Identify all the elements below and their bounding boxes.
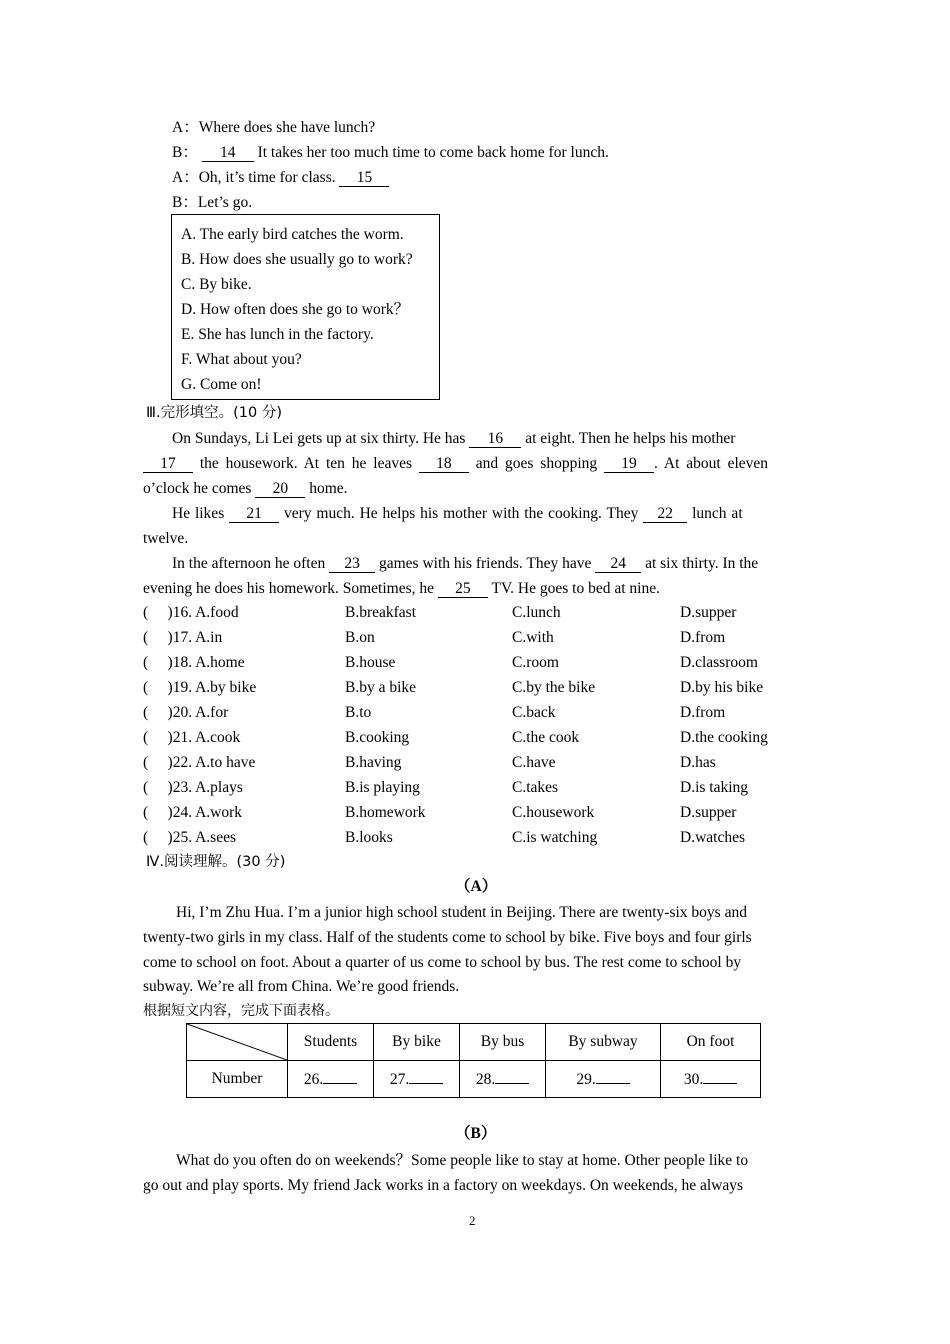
option-c: C. By bike.: [181, 276, 252, 293]
question-16-option-b: B.breakfast: [345, 604, 417, 621]
question-24-option-d: D.supper: [680, 804, 737, 821]
page-number: 2: [469, 1213, 476, 1228]
part-b-title: （B）: [455, 1125, 497, 1142]
question-21-option-b: B.cooking: [345, 729, 410, 746]
text: the housework. At ten he leaves: [199, 455, 413, 472]
cell-number: 27.: [389, 1071, 410, 1088]
header-students: Students: [288, 1024, 374, 1061]
text: very much. He helps his mother with the cooking. They: [283, 505, 639, 522]
cloze-p3-line1: [172, 554, 758, 574]
table-header-row: [187, 1024, 761, 1061]
blank-21: 21: [229, 505, 279, 523]
text: evening he does his homework. Sometimes, he: [143, 580, 435, 597]
question-17-option-b: B.on: [345, 629, 375, 646]
dialogue-line-4: [172, 193, 252, 213]
question-16-option-c: C.lunch: [512, 604, 561, 621]
cloze-p1-line2: [143, 454, 768, 474]
cell-number: 29.: [576, 1071, 596, 1088]
question-16-stem: ( )16. A.food: [143, 604, 239, 621]
dialogue-text: Let’s go.: [197, 194, 253, 211]
text: o’clock he comes: [143, 480, 252, 497]
speaker-label: B：: [172, 194, 198, 211]
blank-17: 17: [143, 455, 193, 473]
cloze-p1-line3: [143, 479, 348, 499]
question-16-option-d: D.supper: [680, 604, 737, 621]
question-22-option-d: D.has: [680, 754, 716, 771]
dialogue-text: Where does she have lunch?: [198, 119, 376, 136]
question-24-stem: ( )24. A.work: [143, 804, 243, 821]
question-19-option-c: C.by the bike: [512, 679, 596, 696]
option-b: B. How does she usually go to work?: [181, 251, 413, 268]
cell-number: 30.: [683, 1071, 704, 1088]
dialogue-line-1: [172, 118, 375, 138]
dialogue-line-3: [172, 168, 389, 188]
cloze-p3-line2: [143, 579, 660, 599]
answer-cell-26[interactable]: [288, 1061, 374, 1098]
text: . At about eleven: [654, 455, 769, 472]
diagonal-line: [187, 1024, 287, 1060]
cloze-p2-line1: [172, 504, 743, 524]
option-e: E. She has lunch in the factory.: [181, 326, 374, 343]
question-21-stem: ( )21. A.cook: [143, 729, 241, 746]
options-box: [171, 214, 440, 400]
speaker-label: B：: [172, 144, 198, 161]
option-d: D. How often does she go to work？: [181, 301, 410, 318]
dialogue-line-2: [172, 143, 609, 163]
text: home.: [309, 480, 348, 497]
question-24-option-c: C.housework: [512, 804, 595, 821]
question-19-stem: ( )19. A.by bike: [143, 679, 257, 696]
blank-24: 24: [595, 555, 641, 573]
answer-cell-29[interactable]: [546, 1061, 661, 1098]
answer-cell-27[interactable]: [374, 1061, 460, 1098]
answer-blank: [703, 1069, 737, 1084]
question-18-stem: ( )18. A.home: [143, 654, 245, 671]
question-23-stem: ( )23. A.plays: [143, 779, 243, 796]
table-instruction: 根据短文内容，完成下面表格。: [143, 1003, 339, 1019]
text: In the afternoon he often: [172, 555, 326, 572]
cloze-p2-line2: twelve.: [143, 530, 189, 547]
question-22-option-b: B.having: [345, 754, 402, 771]
question-23-option-b: B.is playing: [345, 779, 420, 796]
text: lunch at: [692, 505, 743, 522]
passage-a-line-1: Hi, I’m Zhu Hua. I’m a junior high school student in Beijing. There are twenty-six boys and: [176, 904, 747, 921]
answer-blank: [596, 1069, 630, 1084]
answer-blank: [495, 1069, 529, 1084]
cell-number: 26.: [303, 1071, 324, 1088]
question-21-option-d: D.the cooking: [680, 729, 768, 746]
question-20-option-c: C.back: [512, 704, 556, 721]
question-20-option-b: B.to: [345, 704, 372, 721]
blank-22: 22: [643, 505, 687, 523]
blank-20: 20: [255, 480, 305, 498]
question-20-stem: ( )20. A.for: [143, 704, 229, 721]
answer-blank: [323, 1069, 357, 1084]
question-20-option-d: D.from: [680, 704, 726, 721]
answer-cell-28[interactable]: [460, 1061, 546, 1098]
question-18-option-d: D.classroom: [680, 654, 758, 671]
text: at eight. Then he helps his mother: [525, 430, 736, 447]
cell-number: 28.: [475, 1071, 496, 1088]
question-22-stem: ( )22. A.to have: [143, 754, 256, 771]
speaker-label: A：: [172, 169, 199, 186]
blank-19: 19: [604, 455, 654, 473]
question-18-option-b: B.house: [345, 654, 396, 671]
table-row: [187, 1061, 761, 1098]
question-25-option-d: D.watches: [680, 829, 745, 846]
header-by-bus: By bus: [460, 1024, 546, 1061]
answer-blank: [409, 1069, 443, 1084]
question-25-option-b: B.looks: [345, 829, 393, 846]
diagonal-header-cell: [187, 1024, 288, 1061]
answer-cell-30[interactable]: [661, 1061, 761, 1098]
text: On Sundays, Li Lei gets up at six thirty. He has: [172, 430, 466, 447]
header-by-bike: By bike: [374, 1024, 460, 1061]
text: games with his friends. They have: [378, 555, 592, 572]
text: He likes: [172, 505, 225, 522]
question-17-option-d: D.from: [680, 629, 726, 646]
blank-23: 23: [329, 555, 375, 573]
question-23-option-d: D.is taking: [680, 779, 749, 796]
passage-a-line-4: subway. We’re all from China. We’re good friends.: [143, 978, 460, 995]
text: and goes shopping: [475, 455, 598, 472]
blank-25: 25: [438, 580, 488, 598]
passage-a-line-3: come to school on foot. About a quarter of us come to school by bus. The rest come to school by: [143, 954, 742, 971]
blank-18: 18: [419, 455, 469, 473]
cloze-p1-line1: [172, 429, 735, 449]
option-g: G. Come on!: [181, 376, 262, 393]
section-3-heading: Ⅲ.完形填空。(10 分): [146, 405, 282, 421]
option-a: A. The early bird catches the worm.: [181, 226, 404, 243]
blank-15: 15: [339, 169, 389, 187]
header-by-subway: By subway: [546, 1024, 661, 1061]
question-23-option-c: C.takes: [512, 779, 559, 796]
question-25-option-c: C.is watching: [512, 829, 598, 846]
question-17-stem: ( )17. A.in: [143, 629, 223, 646]
question-25-stem: ( )25. A.sees: [143, 829, 236, 846]
passage-a-line-2: twenty-two girls in my class. Half of the students come to school by bike. Five boys and four girls: [143, 929, 752, 946]
option-f: F. What about you?: [181, 351, 302, 368]
row-label-number: Number: [187, 1061, 288, 1098]
answer-table: [186, 1023, 761, 1098]
speaker-label: A：: [172, 119, 199, 136]
text: at six thirty. In the: [645, 555, 759, 572]
passage-b-line-1: What do you often do on weekends？Some people like to stay at home. Other people like to: [176, 1152, 749, 1169]
question-19-option-b: B.by a bike: [345, 679, 417, 696]
question-18-option-c: C.room: [512, 654, 559, 671]
blank-14: 14: [202, 144, 254, 162]
blank-16: 16: [469, 430, 521, 448]
passage-b-line-2: go out and play sports. My friend Jack works in a factory on weekdays. On weekends, he always: [143, 1177, 744, 1194]
section-4-heading: Ⅳ.阅读理解。(30 分): [146, 854, 286, 870]
question-22-option-c: C.have: [512, 754, 556, 771]
header-on-foot: On foot: [661, 1024, 761, 1061]
dialogue-text: Oh, it’s time for class.: [198, 169, 336, 186]
question-17-option-c: C.with: [512, 629, 554, 646]
text: TV. He goes to bed at nine.: [491, 580, 660, 597]
dialogue-text: It takes her too much time to come back home for lunch.: [257, 144, 609, 161]
part-a-title: （A）: [455, 878, 498, 895]
question-21-option-c: C.the cook: [512, 729, 580, 746]
question-24-option-b: B.homework: [345, 804, 426, 821]
question-19-option-d: D.by his bike: [680, 679, 764, 696]
